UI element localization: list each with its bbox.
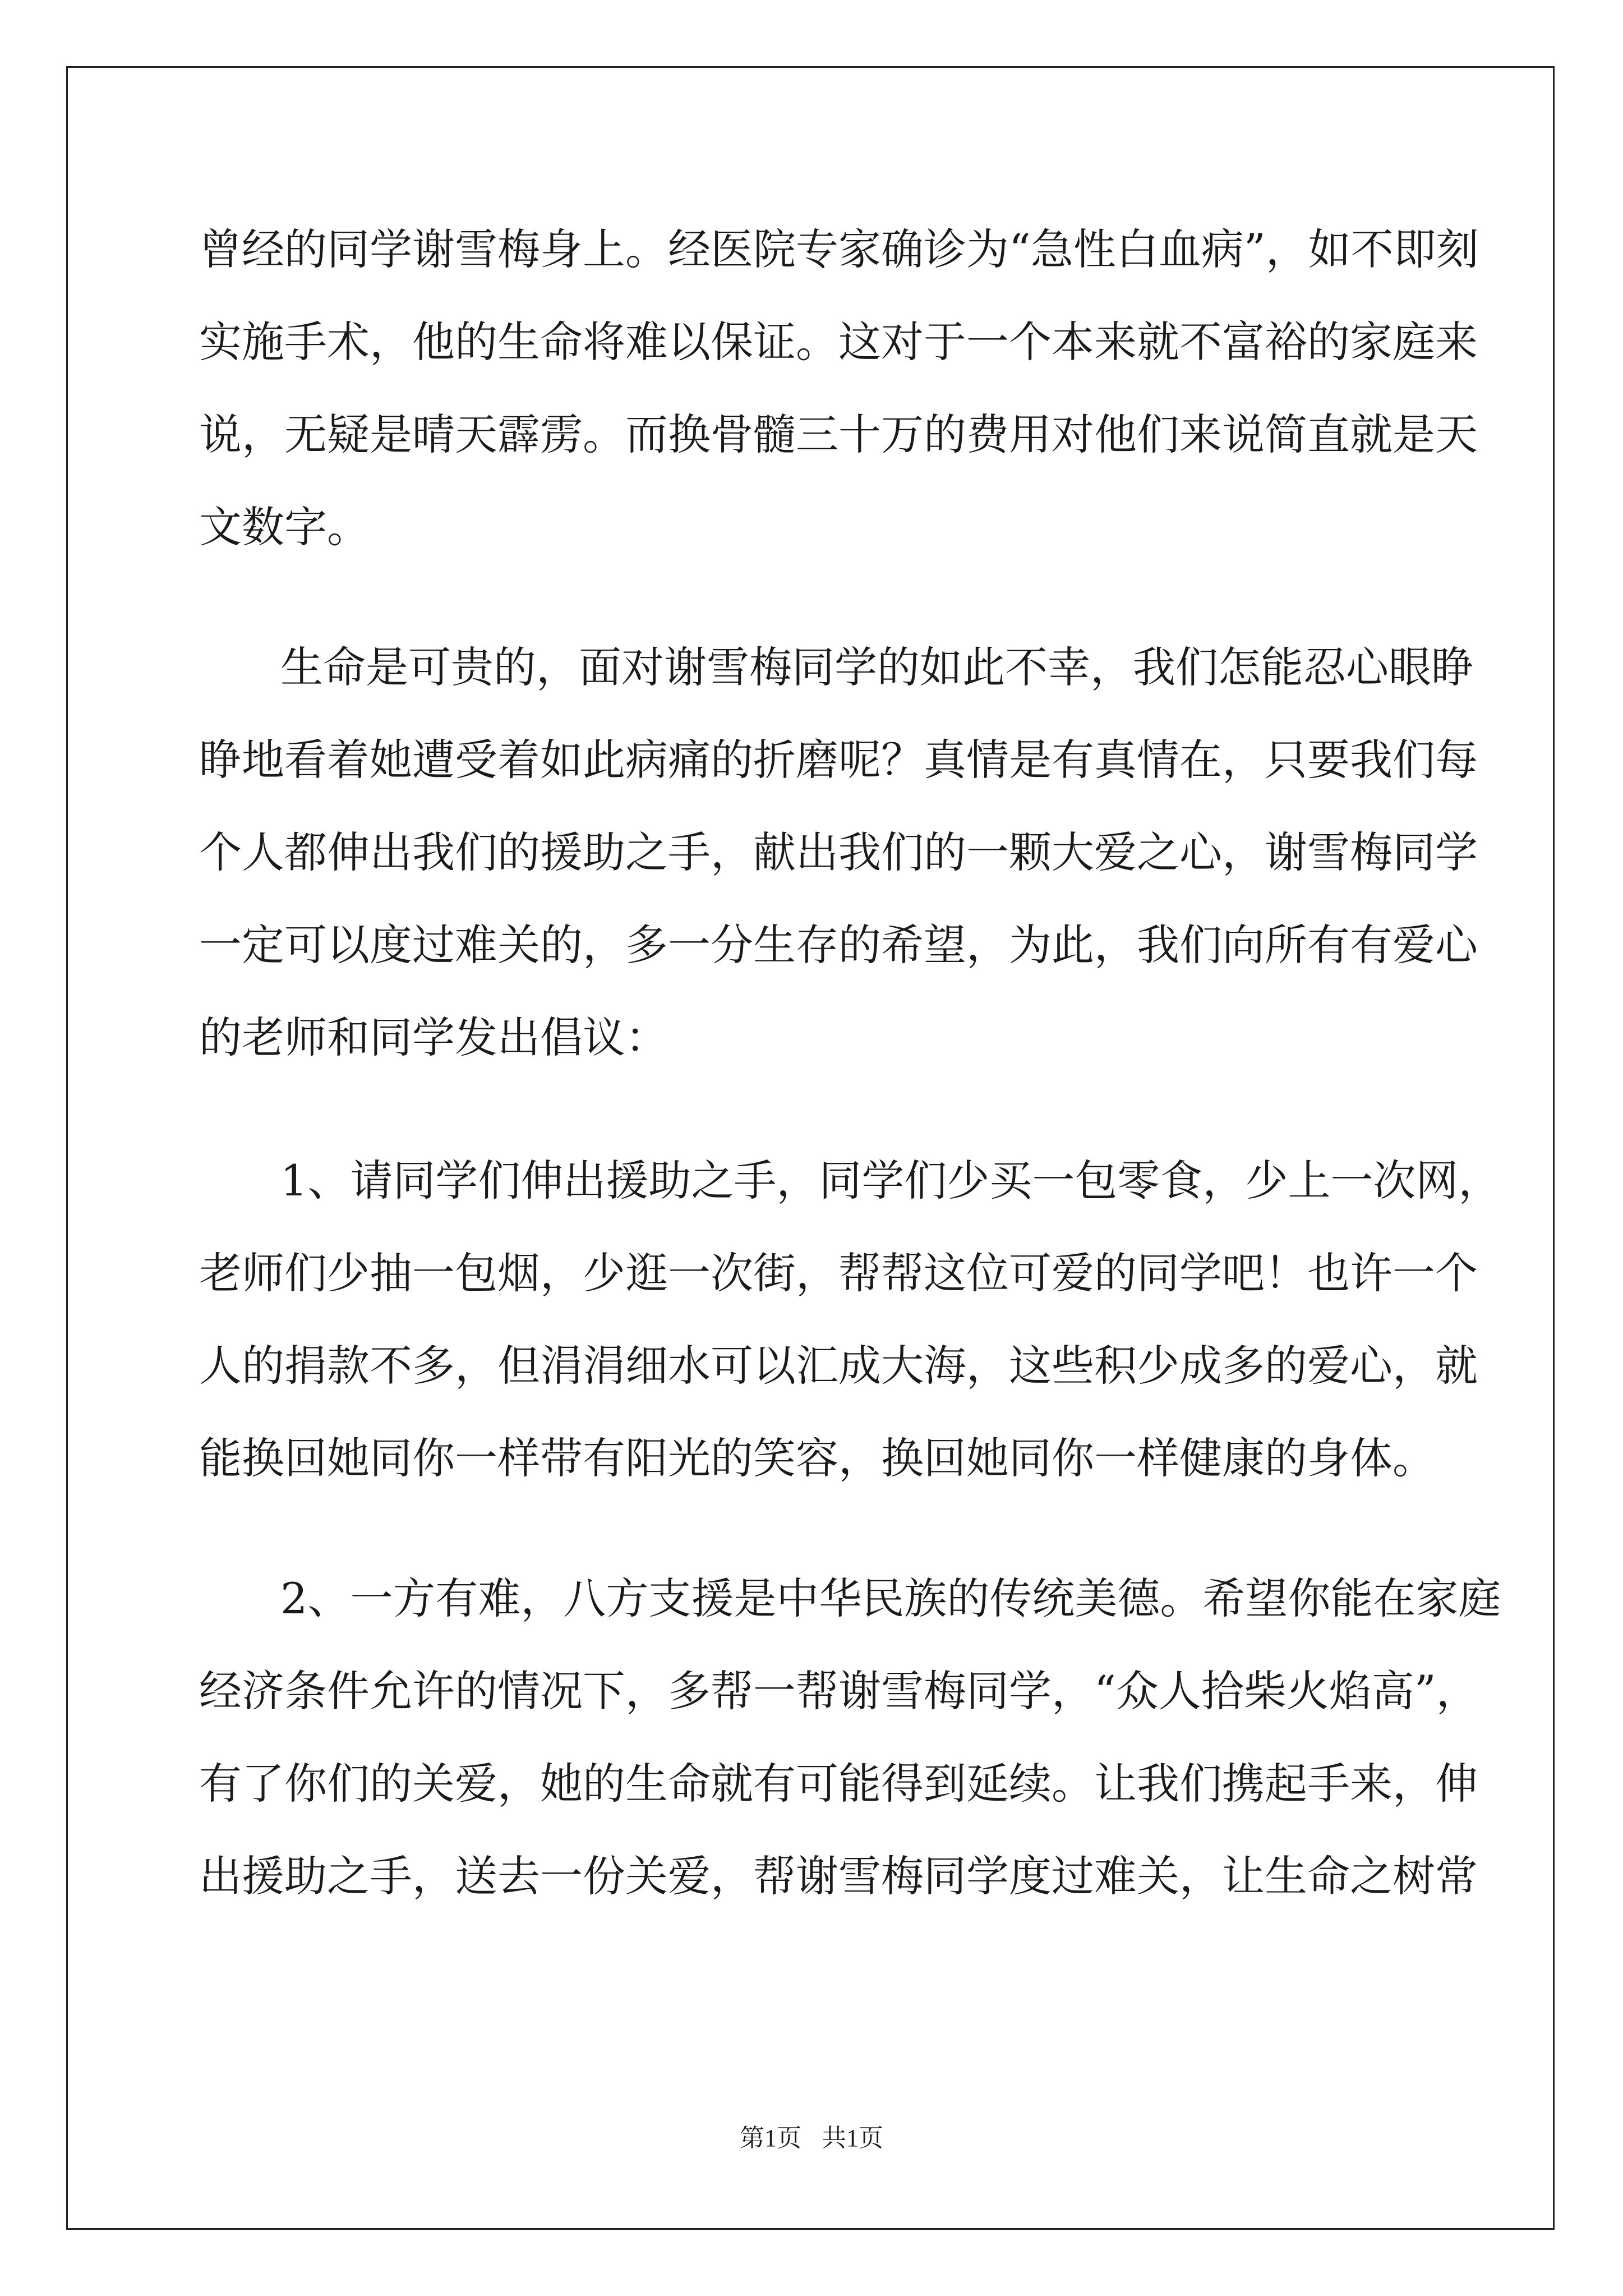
page-footer [0, 2122, 1623, 2155]
text-line-16: 有了你们的关爱，她的生命就有可能得到延续。让我们携起手来，伸 [199, 1759, 1478, 1809]
text-line-7: 个人都伸出我们的援助之手，献出我们的一颗大爱之心，谢雪梅同学 [199, 827, 1478, 877]
text-line-6: 睁地看着她遭受着如此病痛的折磨呢？真情是有真情在，只要我们每 [199, 735, 1478, 785]
text-line-17: 出援助之手，送去一份关爱，帮谢雪梅同学度过难关，让生命之树常 [199, 1851, 1478, 1901]
page-number: 第1页 [740, 2124, 801, 2152]
text-line-9: 的老师和同学发出倡议： [199, 1013, 668, 1062]
text-line-8: 一定可以度过难关的，多一分生存的希望，为此，我们向所有有爱心 [199, 920, 1478, 970]
text-line-11: 老师们少抽一包烟，少逛一次街，帮帮这位可爱的同学吧！也许一个 [199, 1248, 1478, 1298]
text-line-1: 曾经的同学谢雪梅身上。经医院专家确诊为“急性白血病”，如不即刻 [199, 224, 1479, 274]
text-line-2: 实施手术，他的生命将难以保证。这对于一个本来就不富裕的家庭来 [199, 317, 1478, 367]
page-border [66, 66, 1555, 2230]
text-line-3: 说，无疑是晴天霹雳。而换骨髓三十万的费用对他们来说简直就是天 [199, 409, 1478, 459]
text-line-15: 经济条件允许的情况下，多帮一帮谢雪梅同学，“众人拾柴火焰高”， [199, 1666, 1479, 1716]
text-line-5: 生命是可贵的，面对谢雪梅同学的如此不幸，我们怎能忍心眼睁 [280, 642, 1474, 692]
page-total: 共1页 [822, 2124, 883, 2152]
text-line-12: 人的捐款不多，但涓涓细水可以汇成大海，这些积少成多的爱心，就 [199, 1341, 1478, 1391]
text-line-4: 文数字。 [199, 502, 370, 552]
text-line-10: 1、请同学们伸出援助之手，同学们少买一包零食，少上一次网， [280, 1156, 1501, 1205]
text-line-13: 能换回她同你一样带有阳光的笑容，换回她同你一样健康的身体。 [199, 1433, 1435, 1483]
text-line-14: 2、一方有难，八方支援是中华民族的传统美德。希望你能在家庭 [280, 1573, 1501, 1623]
